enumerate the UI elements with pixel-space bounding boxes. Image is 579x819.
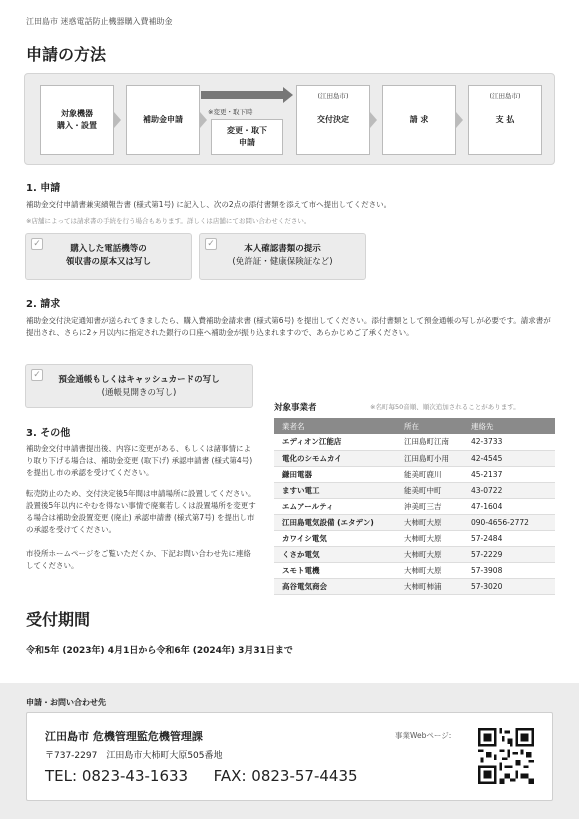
flow-step-payment xyxy=(468,85,542,155)
vendor-phone: 57-3020 xyxy=(463,578,555,594)
contact-heading: 申請・お問い合わせ先 xyxy=(26,698,106,707)
period-title: 受付期間 xyxy=(26,610,91,629)
vendor-phone: 57-2229 xyxy=(463,546,555,562)
vendor-location: 江田島町江南 xyxy=(396,434,463,450)
table-row xyxy=(274,498,555,514)
table-row xyxy=(274,514,555,530)
column-header: 所在 xyxy=(396,418,463,434)
required-doc-receipt xyxy=(25,233,192,280)
vendor-location: 江田島町小用 xyxy=(396,450,463,466)
section2-title: 2. 請求 xyxy=(26,299,61,310)
required-doc-bankbook xyxy=(25,364,253,408)
vendor-phone: 45-2137 xyxy=(463,466,555,482)
section3-para2: 転売防止のため、交付決定後5年間は申請場所に設置してください。設置後5年以内にやむを得ない事情で廃棄若しくは設置場所を変更する場合は補助金設置変更 (廃止) 承認申請書 (様式第7号) を提出し市の承認を受けてください。 xyxy=(26,489,256,534)
vendor-phone: 57-2484 xyxy=(463,530,555,546)
check-icon: ✓ xyxy=(205,238,217,250)
section3-para3: 市役所ホームページをご覧いただくか、下記お問い合わせ先に連絡してください。 xyxy=(26,549,251,570)
flow-arrow-bar xyxy=(201,91,283,99)
change-note: ※変更・取下時 xyxy=(208,108,253,116)
issuer-label: (江田島市) xyxy=(317,92,349,100)
contact-address: 〒737-2297 江田島市大柿町大原505番地 xyxy=(45,751,223,761)
vendor-phone: 42-3733 xyxy=(463,434,555,450)
table-row xyxy=(274,530,555,546)
section1-text: 補助金交付申請書兼実績報告書 (様式第1号) に記入し、次の2点の添付書類を添えて市へ提出してください。 xyxy=(26,200,392,209)
table-row xyxy=(274,450,555,466)
table-header-row xyxy=(274,418,555,434)
vendor-phone: 57-3908 xyxy=(463,562,555,578)
qr-code-icon[interactable] xyxy=(478,728,534,784)
doc-line: 本人確認書類の提示 xyxy=(244,244,321,254)
flow-step-change: 変更・取下 申請 xyxy=(211,119,283,155)
flow-step-apply: 補助金申請 xyxy=(126,85,200,155)
document-header: 江田島市 迷惑電話防止機器購入費補助金 xyxy=(26,17,173,26)
vendor-name: スモト電機 xyxy=(274,562,396,578)
how-to-title: 申請の方法 xyxy=(26,45,107,64)
table-row xyxy=(274,578,555,594)
vendor-location: 大柿町大原 xyxy=(396,530,463,546)
vendor-name: 高谷電気商会 xyxy=(274,578,396,594)
tel-number[interactable]: 0823-43-1633 xyxy=(81,767,189,785)
vendor-name: くさか電気 xyxy=(274,546,396,562)
vendor-location: 能美町中町 xyxy=(396,482,463,498)
flow-step-decision-label: 交付決定 xyxy=(317,115,349,124)
vendor-name: カワイシ電気 xyxy=(274,530,396,546)
vendor-location: 沖美町三吉 xyxy=(396,498,463,514)
vendor-phone: 42-4545 xyxy=(463,450,555,466)
table-row xyxy=(274,546,555,562)
flow-step-invoice: 請 求 xyxy=(382,85,456,155)
contact-phones xyxy=(45,767,358,785)
vendor-location: 大柿町大原 xyxy=(396,562,463,578)
vendor-name: ますい電工 xyxy=(274,482,396,498)
vendor-name: 江田島電気設備 (エタデン) xyxy=(274,514,396,530)
doc-line: 預金通帳もしくはキャッシュカードの写し xyxy=(58,375,220,385)
vendor-phone: 43-0722 xyxy=(463,482,555,498)
column-header: 業者名 xyxy=(274,418,396,434)
vendor-location: 大柿町柿浦 xyxy=(396,578,463,594)
check-icon: ✓ xyxy=(31,238,43,250)
table-row xyxy=(274,434,555,450)
flow-step-purchase: 対象機器 購入・設置 xyxy=(40,85,114,155)
vendor-name: 鎌田電器 xyxy=(274,466,396,482)
flow-arrow-head xyxy=(283,87,293,103)
section3-title: 3. その他 xyxy=(26,428,71,439)
vendor-location: 能美町鹿川 xyxy=(396,466,463,482)
section2-text: 補助金交付決定通知書が送られてきましたら、購入費補助金請求書 (様式第6号) を提出してください。添付書類として預金通帳の写しが必要です。請求書が提出され、さらに2ヶ月以内に指定された銀行の口座へ補助金が振り込まれますので、あらかじめご了承ください。 xyxy=(26,316,551,337)
vendors-note: ※名町毎50音順、順次追加されることがあります。 xyxy=(370,403,520,411)
doc-line: (通帳見開きの写し) xyxy=(101,388,177,398)
doc-line: (免許証・健康保険証など) xyxy=(232,257,333,267)
web-label: 事業Webページ: xyxy=(395,731,452,740)
tel-label: TEL: xyxy=(45,767,78,785)
vendor-name: 電化のシモムカイ xyxy=(274,450,396,466)
table-row xyxy=(274,466,555,482)
doc-line: 領収書の原本又は写し xyxy=(65,257,151,267)
contact-org: 江田島市 危機管理監危機管理課 xyxy=(45,730,203,743)
section1-note: ※店舗によっては請求書の手続を行う場合もあります。詳しくは店舗にてお問い合わせください。 xyxy=(26,217,311,225)
vendor-name: エムアールティ xyxy=(274,498,396,514)
vendors-title: 対象事業者 xyxy=(274,403,317,413)
required-doc-id xyxy=(199,233,366,280)
vendors-table xyxy=(274,418,555,595)
section3-para1: 補助金交付申請書提出後、内容に変更がある、もしくは諸事情により取り下げる場合は、補助金変更 (取下げ) 承認申請書 (様式第4号) を提出し市の承認を受けてください。 xyxy=(26,444,253,477)
column-header: 連絡先 xyxy=(463,418,555,434)
vendor-phone: 090-4656-2772 xyxy=(463,514,555,530)
issuer-label: (江田島市) xyxy=(489,92,521,100)
table-row xyxy=(274,482,555,498)
doc-line: 購入した電話機等の xyxy=(70,244,147,254)
vendor-location: 大柿町大原 xyxy=(396,546,463,562)
period-text: 令和5年 (2023年) 4月1日から令和6年 (2024年) 3月31日まで xyxy=(26,646,293,656)
vendor-name: エディオン江能店 xyxy=(274,434,396,450)
flow-step-payment-label: 支 払 xyxy=(495,115,515,124)
vendor-phone: 47-1604 xyxy=(463,498,555,514)
vendor-location: 大柿町大原 xyxy=(396,514,463,530)
check-icon: ✓ xyxy=(31,369,43,381)
flow-step-decision xyxy=(296,85,370,155)
fax-number: 0823-57-4435 xyxy=(251,767,358,785)
fax-label: FAX: xyxy=(213,767,247,785)
section1-title: 1. 申請 xyxy=(26,183,61,194)
table-row xyxy=(274,562,555,578)
